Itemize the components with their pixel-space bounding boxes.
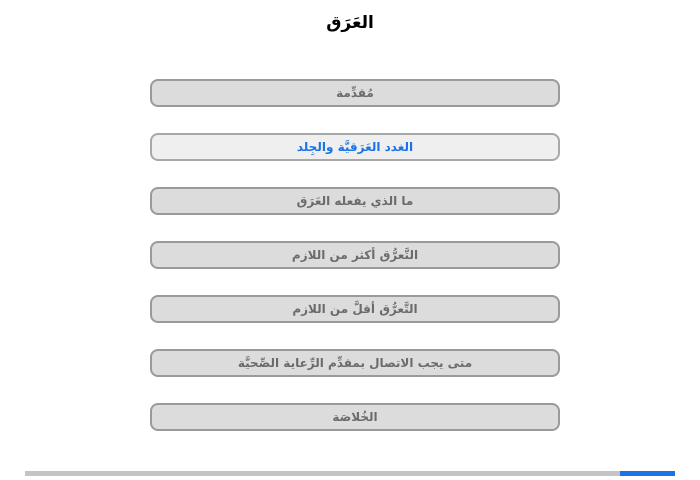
progress-bar-fill [620,471,675,476]
menu-item-summary[interactable]: الخُلاصَة [150,403,560,431]
page-title: العَرَق [326,13,374,33]
menu-item-sweating-too-much[interactable]: التَّعرُّق أكثر من اللازم [150,241,560,269]
chapter-menu [150,79,560,457]
menu-item-what-sweat-does[interactable]: ما الذي يفعله العَرَق [150,187,560,215]
progress-bar [25,471,675,476]
menu-item-sweat-glands-and-skin[interactable]: الغدد العَرَقيَّة والجِلد [150,133,560,161]
menu-item-introduction[interactable]: مُقدِّمة [150,79,560,107]
menu-item-when-to-call-provider[interactable]: متى يجب الاتصال بمقدِّم الرِّعاية الصِّحيَّة [150,349,560,377]
menu-item-sweating-too-little[interactable]: التَّعرُّق أقلَّ من اللازم [150,295,560,323]
